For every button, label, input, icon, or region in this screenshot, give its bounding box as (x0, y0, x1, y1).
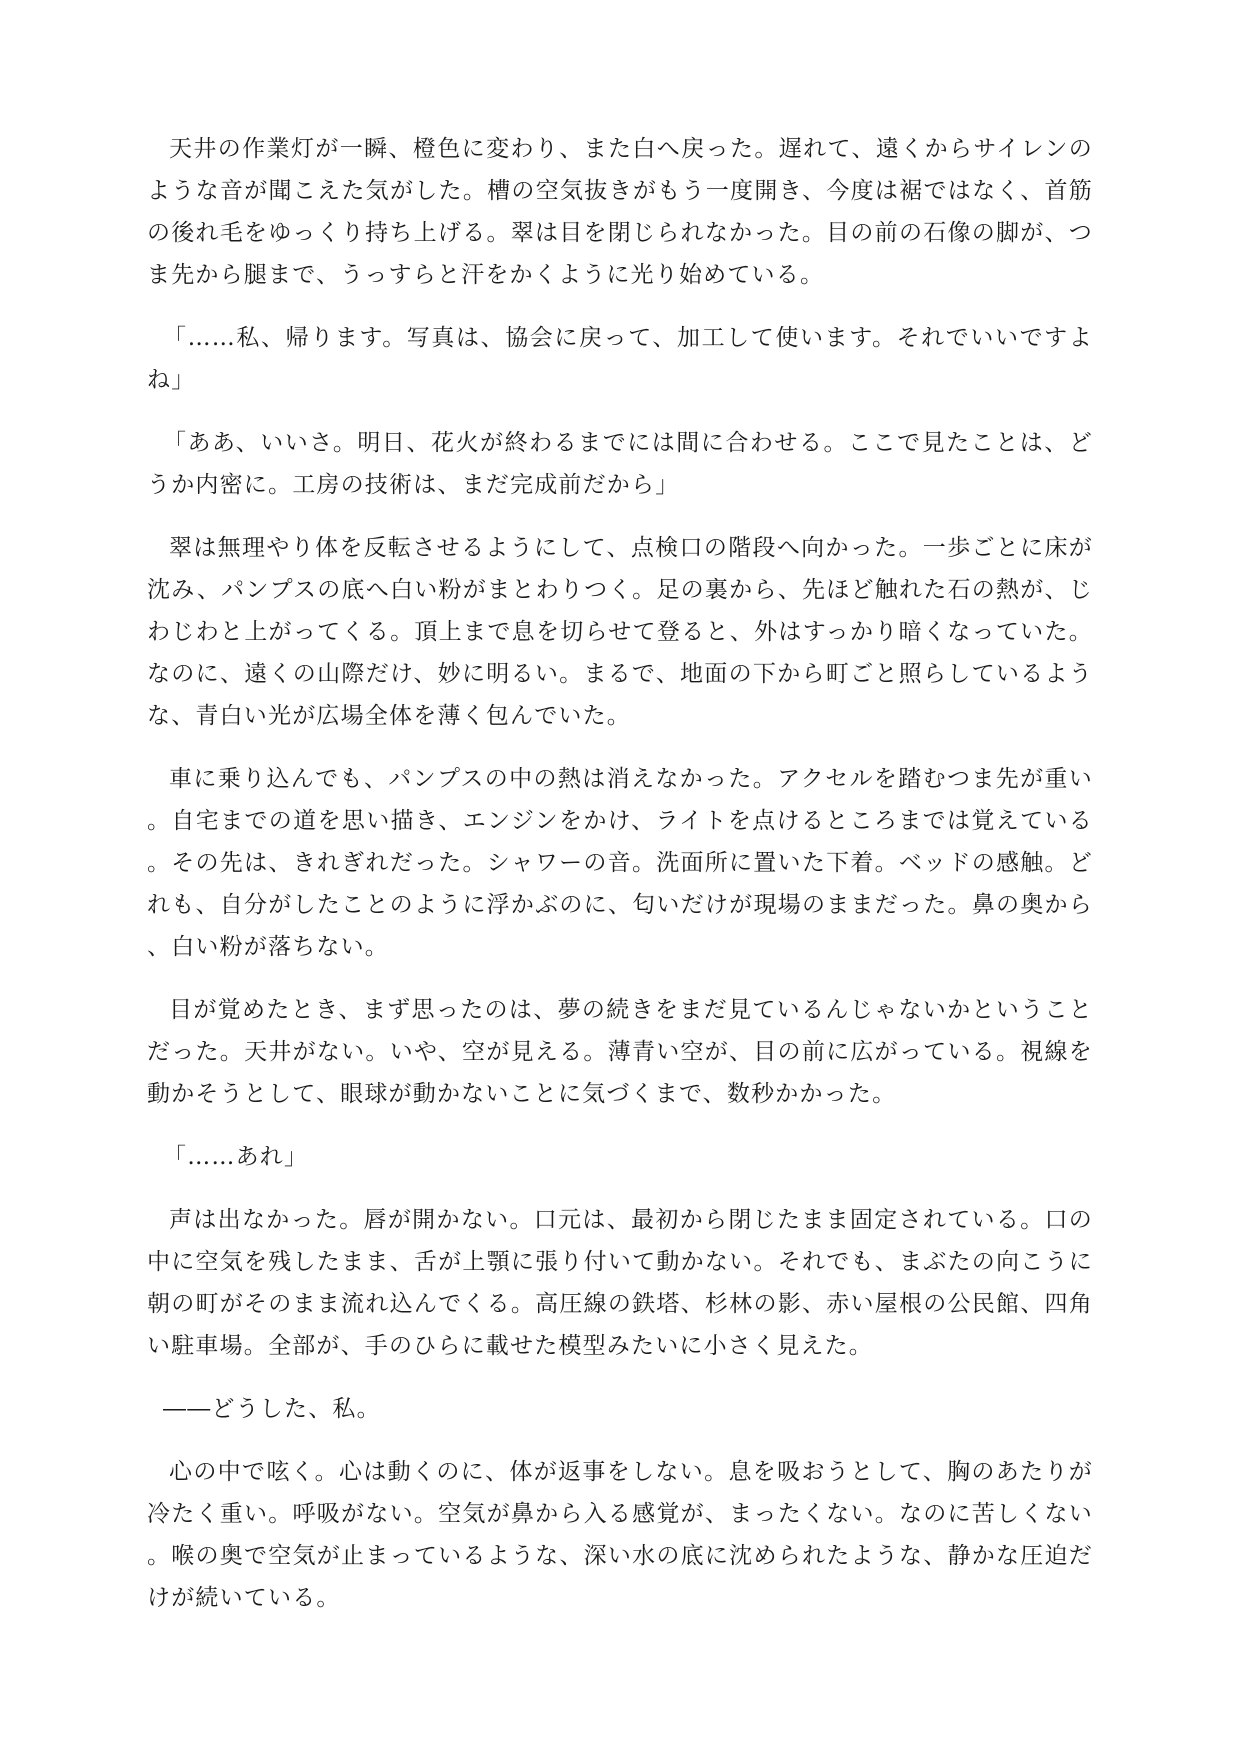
paragraph-narration: 天井の作業灯が一瞬、橙色に変わり、また白へ戻った。遅れて、遠くからサイレンのような音が聞こえた気がした。槽の空気抜きがもう一度開き、今度は裾ではなく、首筋の後れ毛をゆっくり持ち上げる。翠は目を閉じられなかった。目の前の石像の脚が、つま先から腿まで、うっすらと汗をかくように光り始めている。 (147, 136, 1093, 288)
paragraph-dialogue: 「ああ、いいさ。明日、花火が終わるまでには間に合わせる。ここで見たことは、どうか内密に。工房の技術は、まだ完成前だから」 (147, 430, 1093, 498)
paragraph-dialogue: 「……あれ」 (163, 1144, 309, 1170)
body-text (147, 128, 1093, 1640)
paragraph-narration: 目が覚めたとき、まず思ったのは、夢の続きをまだ見ているんじゃないかということだった。天井がない。いや、空が見える。薄青い空が、目の前に広がっている。視線を動かそうとして、眼球が動かないことに気づくまで、数秒かかった。 (147, 997, 1093, 1107)
paragraph-dialogue: ――どうした、私。 (163, 1396, 381, 1422)
paragraph-narration: 声は出なかった。唇が開かない。口元は、最初から閉じたまま固定されている。口の中に空気を残したまま、舌が上顎に張り付いて動かない。それでも、まぶたの向こうに朝の町がそのまま流れ込んでくる。高圧線の鉄塔、杉林の影、赤い屋根の公民館、四角い駐車場。全部が、手のひらに載せた模型みたいに小さく見えた。 (147, 1207, 1093, 1359)
paragraph-dialogue: 「……私、帰ります。写真は、協会に戻って、加工して使います。それでいいですよね」 (147, 325, 1093, 393)
paragraph-narration: 車に乗り込んでも、パンプスの中の熱は消えなかった。アクセルを踏むつま先が重い。自宅までの道を思い描き、エンジンをかけ、ライトを点けるところまでは覚えている。その先は、きれぎれだった。シャワーの音。洗面所に置いた下着。ベッドの感触。どれも、自分がしたことのように浮かぶのに、匂いだけが現場のままだった。鼻の奥から、白い粉が落ちない。 (147, 766, 1093, 960)
paragraph-narration: 翠は無理やり体を反転させるようにして、点検口の階段へ向かった。一歩ごとに床が沈み、パンプスの底へ白い粉がまとわりつく。足の裏から、先ほど触れた石の熱が、じわじわと上がってくる。頂上まで息を切らせて登ると、外はすっかり暗くなっていた。なのに、遠くの山際だけ、妙に明るい。まるで、地面の下から町ごと照らしているような、青白い光が広場全体を薄く包んでいた。 (147, 535, 1093, 729)
paragraph-narration: 心の中で呟く。心は動くのに、体が返事をしない。息を吸おうとして、胸のあたりが冷たく重い。呼吸がない。空気が鼻から入る感覚が、まったくない。なのに苦しくない。喉の奥で空気が止まっているような、深い水の底に沈められたような、静かな圧迫だけが続いている。 (147, 1459, 1093, 1611)
